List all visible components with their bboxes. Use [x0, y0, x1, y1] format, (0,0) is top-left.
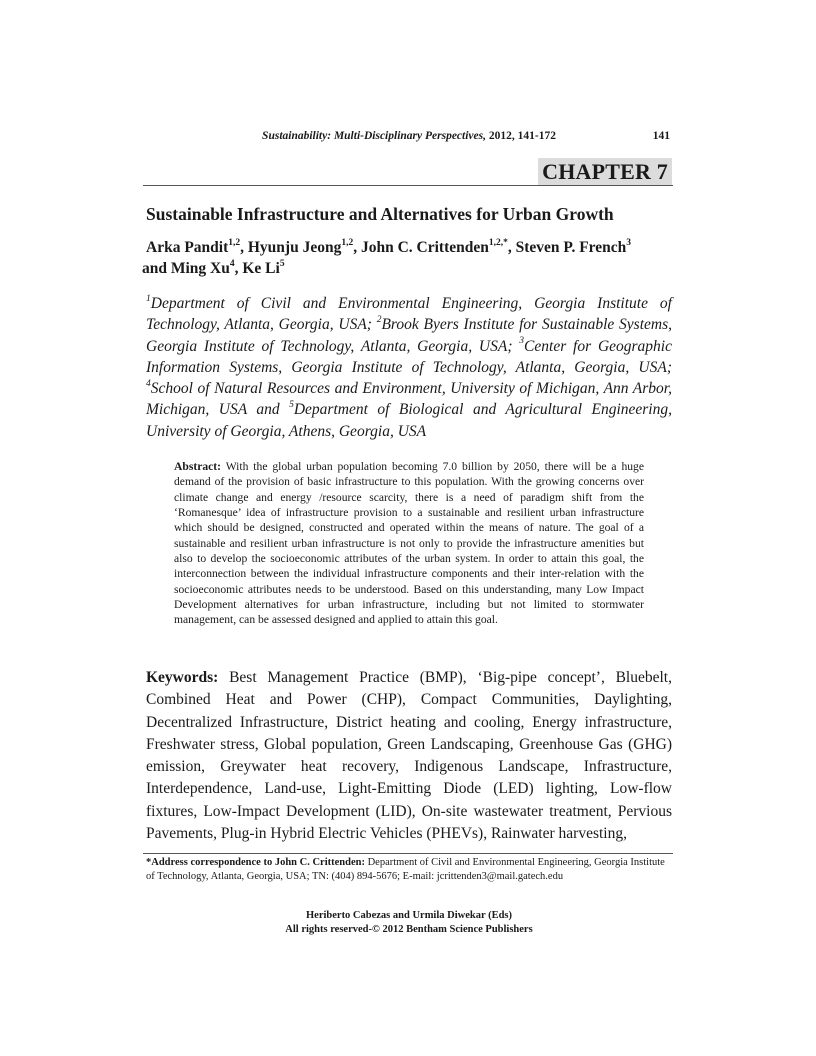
- affil-text: Brook Byers Institute for Sustainable Systems, Georgia Institute of Technology, Atlanta, Georgia, USA;: [146, 316, 672, 355]
- page-number: 141: [652, 130, 670, 142]
- affil-text: Department of Civil and Environmental Engineering, Georgia Institute of Technology, Atlanta, Georgia, USA;: [146, 295, 672, 334]
- footnote-label: *Address correspondence to John C. Crittenden:: [146, 857, 365, 868]
- affiliations: [146, 293, 672, 442]
- affil-text: Department of Biological and Agricultural Engineering, University of Georgia, Athens, Georgia, USA: [146, 401, 672, 440]
- author-affil-mark: 4: [229, 258, 235, 269]
- footnote-divider: [143, 853, 673, 854]
- author-name: , John C. Crittenden: [353, 239, 489, 256]
- affil-mark: 5: [289, 400, 294, 411]
- author-list: [142, 237, 672, 279]
- affil-mark: 2: [376, 315, 382, 326]
- affil-text: School of Natural Resources and Environment, University of Michigan, Ann Arbor, Michigan, USA and: [146, 380, 672, 419]
- copyright-line: All rights reserved-© 2012 Bentham Science Publishers: [285, 924, 533, 935]
- keywords-text: Best Management Practice (BMP), ‘Big-pipe concept’, Bluebelt, Combined Heat and Power (CHP), Compact Communities, Daylighting, Decentralized Infrastructure, District heating and cooling, Energy infrastructure, Freshwater stress, Global population, Green Landscaping, Greenhouse Gas (GHG) emission, Greywater heat recovery, Indigenous Landscape, Infrastructure, Interdependence, Land-use, Light-Emitting Diode (LED) lighting, Low-flow fixtures, Low-Impact Development (LID), On-site wastewater treatment, Pervious Pavements, Plug-in Hybrid Electric Vehicles (PHEVs), Rainwater harvesting,: [146, 669, 672, 843]
- abstract-text: With the global urban population becoming 7.0 billion by 2050, there will be a huge demand of the provision of basic infrastructure to this population. With the growing concerns over climate change and energy /resource scarcity, there is a need of paradigm shift from the ‘Romanesque’ idea of infrastructure provision to a sustainable and resilient urban infrastructure which should be designed, constructed and operated within the means of nature. The goal of a sustainable and resilient urban infrastructure is not only to provide the infrastructure amenities but also to develop the socioeconomic attributes of the urban system. In order to attain this goal, the interconnection between the individual infrastructure components and their inter-relation with the socioeconomic attributes needs to be understood. Based on this understanding, many Low Impact Development alternatives for urban infrastructure, including but not limited to stormwater management, can be assessed designed and applied to attain this goal.: [174, 460, 644, 627]
- editors-line: Heriberto Cabezas and Urmila Diwekar (Eds): [306, 910, 512, 921]
- author-name: and Ming Xu: [142, 260, 230, 277]
- keywords-label: Keywords:: [146, 669, 219, 686]
- abstract: [174, 459, 644, 628]
- author-affil-mark: 5: [279, 258, 285, 269]
- chapter-title: Sustainable Infrastructure and Alternatives for Urban Growth: [146, 204, 614, 224]
- chapter-label: CHAPTER 7: [538, 158, 672, 185]
- author-affil-mark: 1,2,*: [488, 237, 508, 248]
- affil-mark: 1: [146, 293, 151, 304]
- author-name: , Steven P. French: [507, 239, 627, 256]
- author-name: Arka Pandit: [146, 239, 229, 256]
- affil-text: Center for Geographic Information Systems, Georgia Institute of Technology, Atlanta, Georgia, USA;: [146, 337, 672, 376]
- running-header: [146, 130, 672, 142]
- author-name: , Hyunju Jeong: [240, 239, 342, 256]
- correspondence-footnote: [146, 856, 676, 884]
- affil-mark: 3: [519, 336, 525, 347]
- chapter-divider: [143, 185, 673, 186]
- author-affil-mark: 1,2: [341, 237, 354, 248]
- year-pages: 2012, 141-172: [485, 130, 556, 142]
- affil-mark: 4: [146, 379, 151, 390]
- abstract-label: Abstract:: [174, 460, 222, 473]
- publisher-footer: [146, 909, 672, 937]
- author-affil-mark: 3: [626, 237, 632, 248]
- keywords: [146, 667, 672, 845]
- author-name: , Ke Li: [234, 260, 280, 277]
- journal-name: Sustainability: Multi-Disciplinary Perspectives,: [262, 130, 486, 142]
- footnote-text: Department of Civil and Environmental Engineering, Georgia Institute of Technology, Atlanta, Georgia, USA; TN: (404) 894-5676; E-mail: jcrittenden3@mail.gatech.edu: [146, 857, 665, 882]
- author-affil-mark: 1,2: [228, 237, 241, 248]
